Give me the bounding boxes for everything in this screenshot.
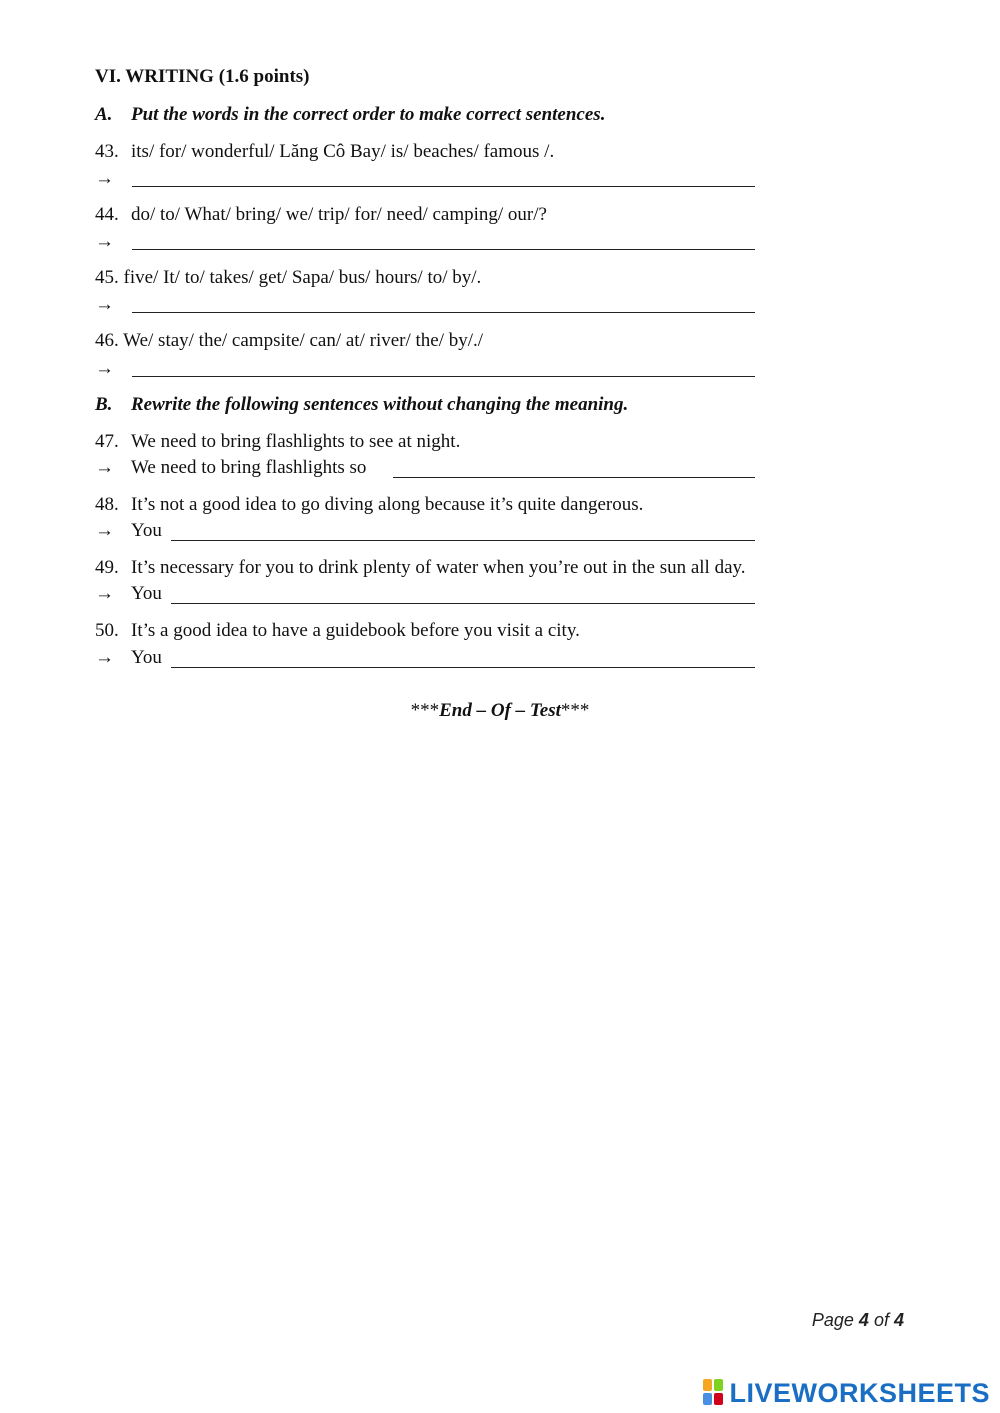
- part-a-instruction: Put the words in the correct order to make correct sentences.: [131, 104, 606, 125]
- page-total: 4: [893, 1310, 904, 1330]
- answer-row-44: [0, 231, 1000, 255]
- liveworksheets-logo: [703, 1376, 990, 1410]
- answer-lead-text: You: [131, 647, 162, 668]
- answer-line-47[interactable]: [393, 477, 755, 478]
- answer-row-45: [0, 294, 1000, 318]
- answer-row-43: [0, 168, 1000, 192]
- question-number: 46.: [95, 330, 119, 351]
- part-a-letter: A.: [95, 104, 113, 125]
- answer-line-43[interactable]: [132, 186, 755, 187]
- question-45: [95, 267, 481, 289]
- question-text: We need to bring flashlights to see at night.: [131, 431, 461, 452]
- question-43: [95, 141, 554, 163]
- question-number: 43.: [95, 141, 119, 162]
- question-text: It’s necessary for you to drink plenty of water when you’re out in the sun all day.: [131, 557, 746, 578]
- answer-line-48[interactable]: [171, 540, 755, 541]
- answer-lead-text: We need to bring flashlights so: [131, 457, 367, 478]
- question-48: [95, 494, 643, 516]
- question-44: [95, 204, 547, 226]
- answer-line-50[interactable]: [171, 667, 755, 668]
- end-of-test: [0, 700, 1000, 722]
- question-49: [95, 557, 746, 579]
- answer-row-49: [0, 583, 1000, 607]
- liveworksheets-mark-icon: [703, 1379, 725, 1407]
- question-text: its/ for/ wonderful/ Lăng Cô Bay/ is/ beaches/ famous /.: [131, 141, 555, 162]
- arrow-icon: →: [95, 457, 114, 478]
- arrow-icon: →: [95, 583, 114, 604]
- question-text: We/ stay/ the/ campsite/ can/ at/ river/ the/ by/./: [123, 330, 484, 351]
- end-text: End – Of – Test: [439, 700, 561, 721]
- part-b-instruction: Rewrite the following sentences without changing the meaning.: [131, 394, 629, 415]
- page-word: Page: [811, 1310, 854, 1330]
- answer-line-49[interactable]: [171, 603, 755, 604]
- question-text: It’s a good idea to have a guidebook before you visit a city.: [131, 620, 580, 641]
- answer-row-50: [0, 647, 1000, 671]
- part-b-letter: B.: [95, 394, 113, 415]
- part-b-heading: [95, 394, 628, 416]
- question-text: do/ to/ What/ bring/ we/ trip/ for/ need/ camping/ our/?: [131, 204, 547, 225]
- question-number: 50.: [95, 620, 119, 641]
- arrow-icon: →: [95, 294, 114, 315]
- question-number: 45.: [95, 267, 119, 288]
- answer-line-44[interactable]: [132, 249, 755, 250]
- question-number: 49.: [95, 557, 119, 578]
- answer-row-48: [0, 520, 1000, 544]
- arrow-icon: →: [95, 168, 114, 189]
- arrow-icon: →: [95, 520, 114, 541]
- question-number: 48.: [95, 494, 119, 515]
- answer-lead-text: You: [131, 583, 162, 604]
- end-stars-right: ***: [560, 700, 590, 721]
- question-47: [95, 431, 460, 453]
- answer-line-46[interactable]: [132, 376, 755, 377]
- question-50: [95, 620, 580, 642]
- brand-name: LIVEWORKSHEETS: [729, 1377, 990, 1408]
- arrow-icon: →: [95, 647, 114, 668]
- answer-row-47: [0, 457, 1000, 481]
- page-number: [812, 1310, 904, 1331]
- section-title: VI. WRITING (1.6 points): [95, 66, 310, 87]
- end-stars-left: ***: [410, 700, 440, 721]
- page-current: 4: [858, 1310, 869, 1330]
- arrow-icon: →: [95, 231, 114, 252]
- page-of: of: [873, 1310, 889, 1330]
- question-number: 44.: [95, 204, 119, 225]
- answer-row-46: [0, 358, 1000, 382]
- part-a-heading: [95, 104, 605, 126]
- question-text: It’s not a good idea to go diving along because it’s quite dangerous.: [131, 494, 644, 515]
- answer-line-45[interactable]: [132, 312, 755, 313]
- question-text: five/ It/ to/ takes/ get/ Sapa/ bus/ hours/ to/ by/.: [123, 267, 482, 288]
- arrow-icon: →: [95, 358, 114, 379]
- question-number: 47.: [95, 431, 119, 452]
- answer-lead-text: You: [131, 520, 162, 541]
- question-46: [95, 330, 483, 352]
